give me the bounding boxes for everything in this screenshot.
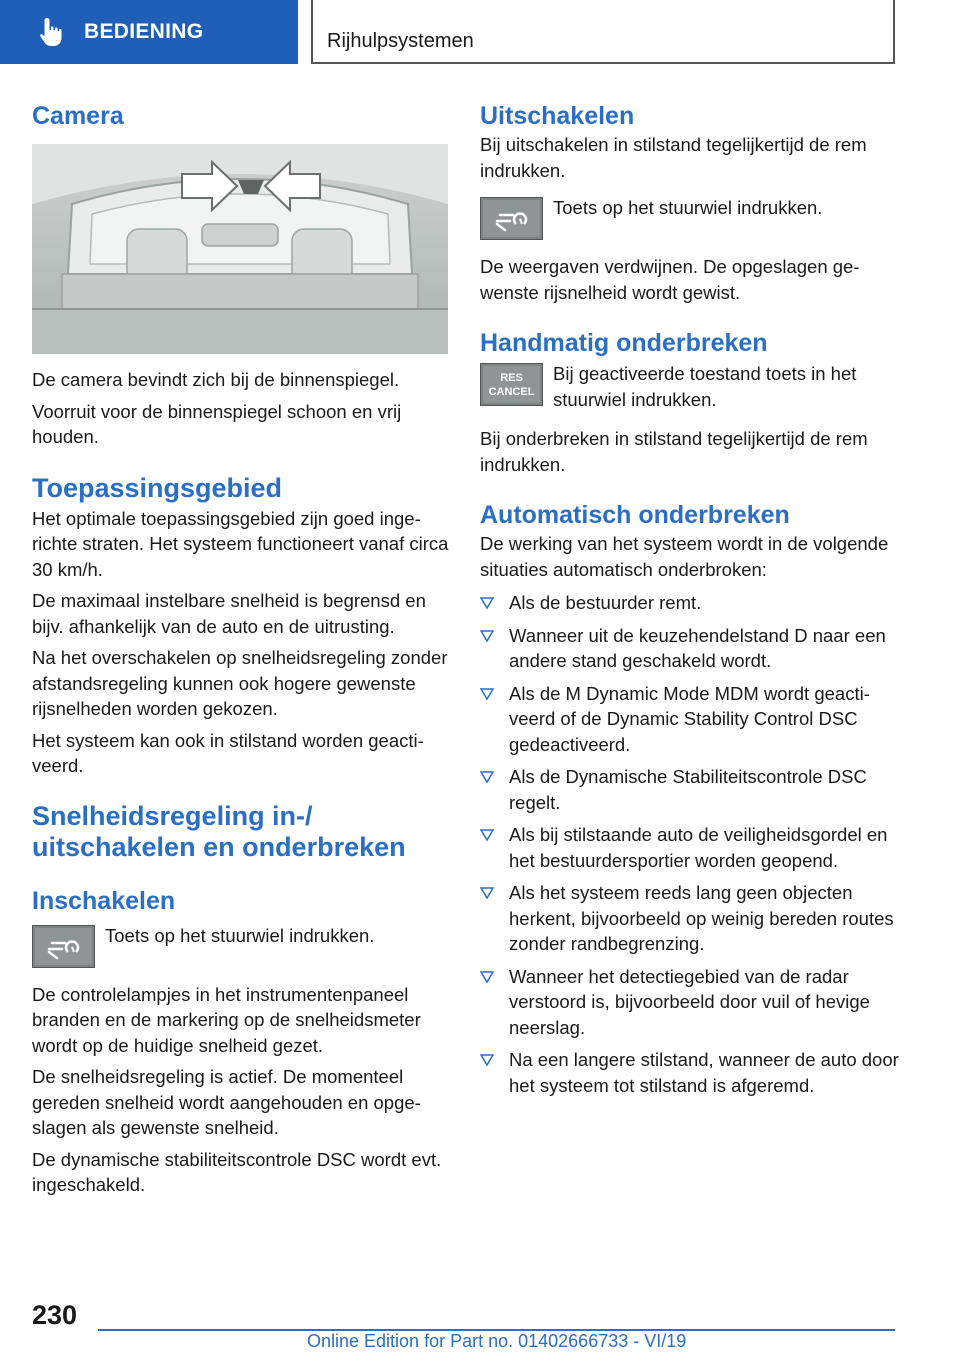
triangle-bullet-icon	[480, 970, 494, 984]
cruise-control-button-icon	[480, 197, 543, 240]
uitschakelen-heading: Uitschakelen	[480, 102, 635, 130]
section-label: BEDIENING	[84, 20, 204, 43]
handmatig-button-text: Bij geactiveerde toestand toets in het stuurwiel indrukken.	[553, 363, 857, 410]
uitschakelen-button-text: Toets op het stuurwiel indrukken.	[553, 197, 823, 218]
list-item-text: Als de M Dynamic Mode MDM wordt geactiveerd of de Dynamic Stability Control DSC gedeactiveerd.	[509, 682, 870, 755]
list-item-text: Als de Dynamische Stabiliteitscontrole DSC regelt.	[509, 766, 867, 813]
list-item-text: Wanneer uit de keuzehendelstand D naar een andere stand geschakeld wordt.	[509, 624, 886, 671]
inschakelen-paragraph-2: De snelheidsregeling is actief. De momenteel gereden snelheid wordt aangehouden en opgeslagen als gewenste snelheid.	[32, 1066, 421, 1138]
list-item	[480, 681, 900, 758]
toepassing-paragraph-3: Na het overschakelen op snelheidsregeling zonder afstandsregeling kunnen ook hogere gewenste rijsnelheden worden gekozen.	[32, 647, 448, 719]
camera-caption-1: De camera bevindt zich bij de binnenspiegel.	[32, 369, 400, 390]
hand-pointer-icon	[34, 14, 70, 50]
list-item-text: Wanneer het detectiegebied van de radar verstoord is, bijvoorbeeld door vuil of hevige neerslag.	[509, 965, 870, 1038]
toepassingsgebied-heading: Toepassingsgebied	[32, 472, 283, 503]
right-column	[480, 100, 900, 1105]
automatisch-bullet-list	[480, 590, 900, 1098]
toepassing-paragraph-1: Het optimale toepassingsgebied zijn goed ingerichte straten. Het systeem functioneert vanaf circa 30 km/h.	[32, 507, 449, 580]
cancel-label: CANCEL	[488, 386, 535, 398]
list-item	[480, 1047, 900, 1098]
list-item	[480, 623, 900, 674]
chapter-header	[311, 0, 895, 64]
triangle-bullet-icon	[480, 770, 494, 784]
res-label: RES	[500, 372, 523, 384]
list-item	[480, 590, 900, 616]
uitschakelen-instruction	[480, 197, 900, 240]
inschakelen-heading: Inschakelen	[32, 886, 176, 915]
list-item-text: Als bij stilstaande auto de veiligheidsgordel en het bestuurdersportier worden geopend.	[509, 824, 888, 871]
section-tab[interactable]	[0, 0, 298, 64]
list-item-text: Als het systeem reeds lang geen objecten herkent, bijvoorbeeld op weinig bereden routes zonder randbegrenzing.	[509, 882, 894, 954]
page-number: 230	[32, 1300, 78, 1330]
uitschakelen-paragraph-1: Bij uitschakelen in stilstand tegelijkertijd de rem indrukken.	[480, 134, 867, 181]
list-item	[480, 822, 900, 873]
car-interior-camera-image	[32, 144, 448, 354]
triangle-bullet-icon	[480, 886, 494, 900]
triangle-bullet-icon	[480, 629, 494, 643]
handmatig-instruction	[480, 363, 900, 412]
cruise-control-button-icon	[32, 925, 95, 968]
triangle-bullet-icon	[480, 828, 494, 842]
inschakelen-paragraph-3: De dynamische stabiliteitscontrole DSC wordt evt. ingeschakeld.	[32, 1148, 442, 1195]
chapter-title: Rijhulpsystemen	[327, 30, 474, 52]
automatisch-paragraph-1: De werking van het systeem wordt in de volgende situaties automatisch onderbroken:	[480, 533, 889, 580]
list-item	[480, 880, 900, 957]
left-column	[32, 100, 450, 1198]
triangle-bullet-icon	[480, 687, 494, 701]
list-item	[480, 764, 900, 815]
triangle-bullet-icon	[480, 596, 494, 610]
footer-edition: Online Edition for Part no. 01402666733 - VI/19	[307, 1331, 687, 1351]
uitschakelen-paragraph-2: De weergaven verdwijnen. De opgeslagen gewenste rijsnelheid wordt gewist.	[480, 256, 860, 303]
snelheidsregeling-heading: Snelheidsregeling in-/ uitschakelen en onderbreken	[32, 800, 406, 862]
inschakelen-instruction	[32, 925, 450, 968]
list-item-text: Na een langere stilstand, wanneer de auto door het systeem tot stilstand is afgeremd.	[509, 1049, 899, 1096]
automatisch-heading: Automatisch onderbreken	[480, 501, 790, 529]
camera-heading: Camera	[32, 102, 124, 130]
inschakelen-button-text: Toets op het stuurwiel indrukken.	[105, 924, 375, 946]
list-item	[480, 964, 900, 1041]
triangle-bullet-icon	[480, 1053, 494, 1067]
list-item-text: Als de bestuurder remt.	[509, 592, 702, 613]
toepassing-paragraph-4: Het systeem kan ook in stilstand worden geactiveerd.	[32, 729, 424, 776]
inschakelen-paragraph-1: De controlelampjes in het instrumentenpaneel branden en de markering op de snelheidsmeter wordt op de huidige snelheid gezet.	[32, 983, 421, 1056]
res-cancel-button-icon	[480, 363, 543, 406]
camera-caption-2: Voorruit voor de binnenspiegel schoon en vrij houden.	[32, 400, 402, 447]
handmatig-paragraph-1: Bij onderbreken in stilstand tegelijkertijd de rem indrukken.	[480, 428, 868, 475]
toepassing-paragraph-2: De maximaal instelbare snelheid is begrensd en bijv. afhankelijk van de auto en de uitrusting.	[32, 590, 426, 637]
handmatig-heading: Handmatig onderbreken	[480, 329, 768, 357]
